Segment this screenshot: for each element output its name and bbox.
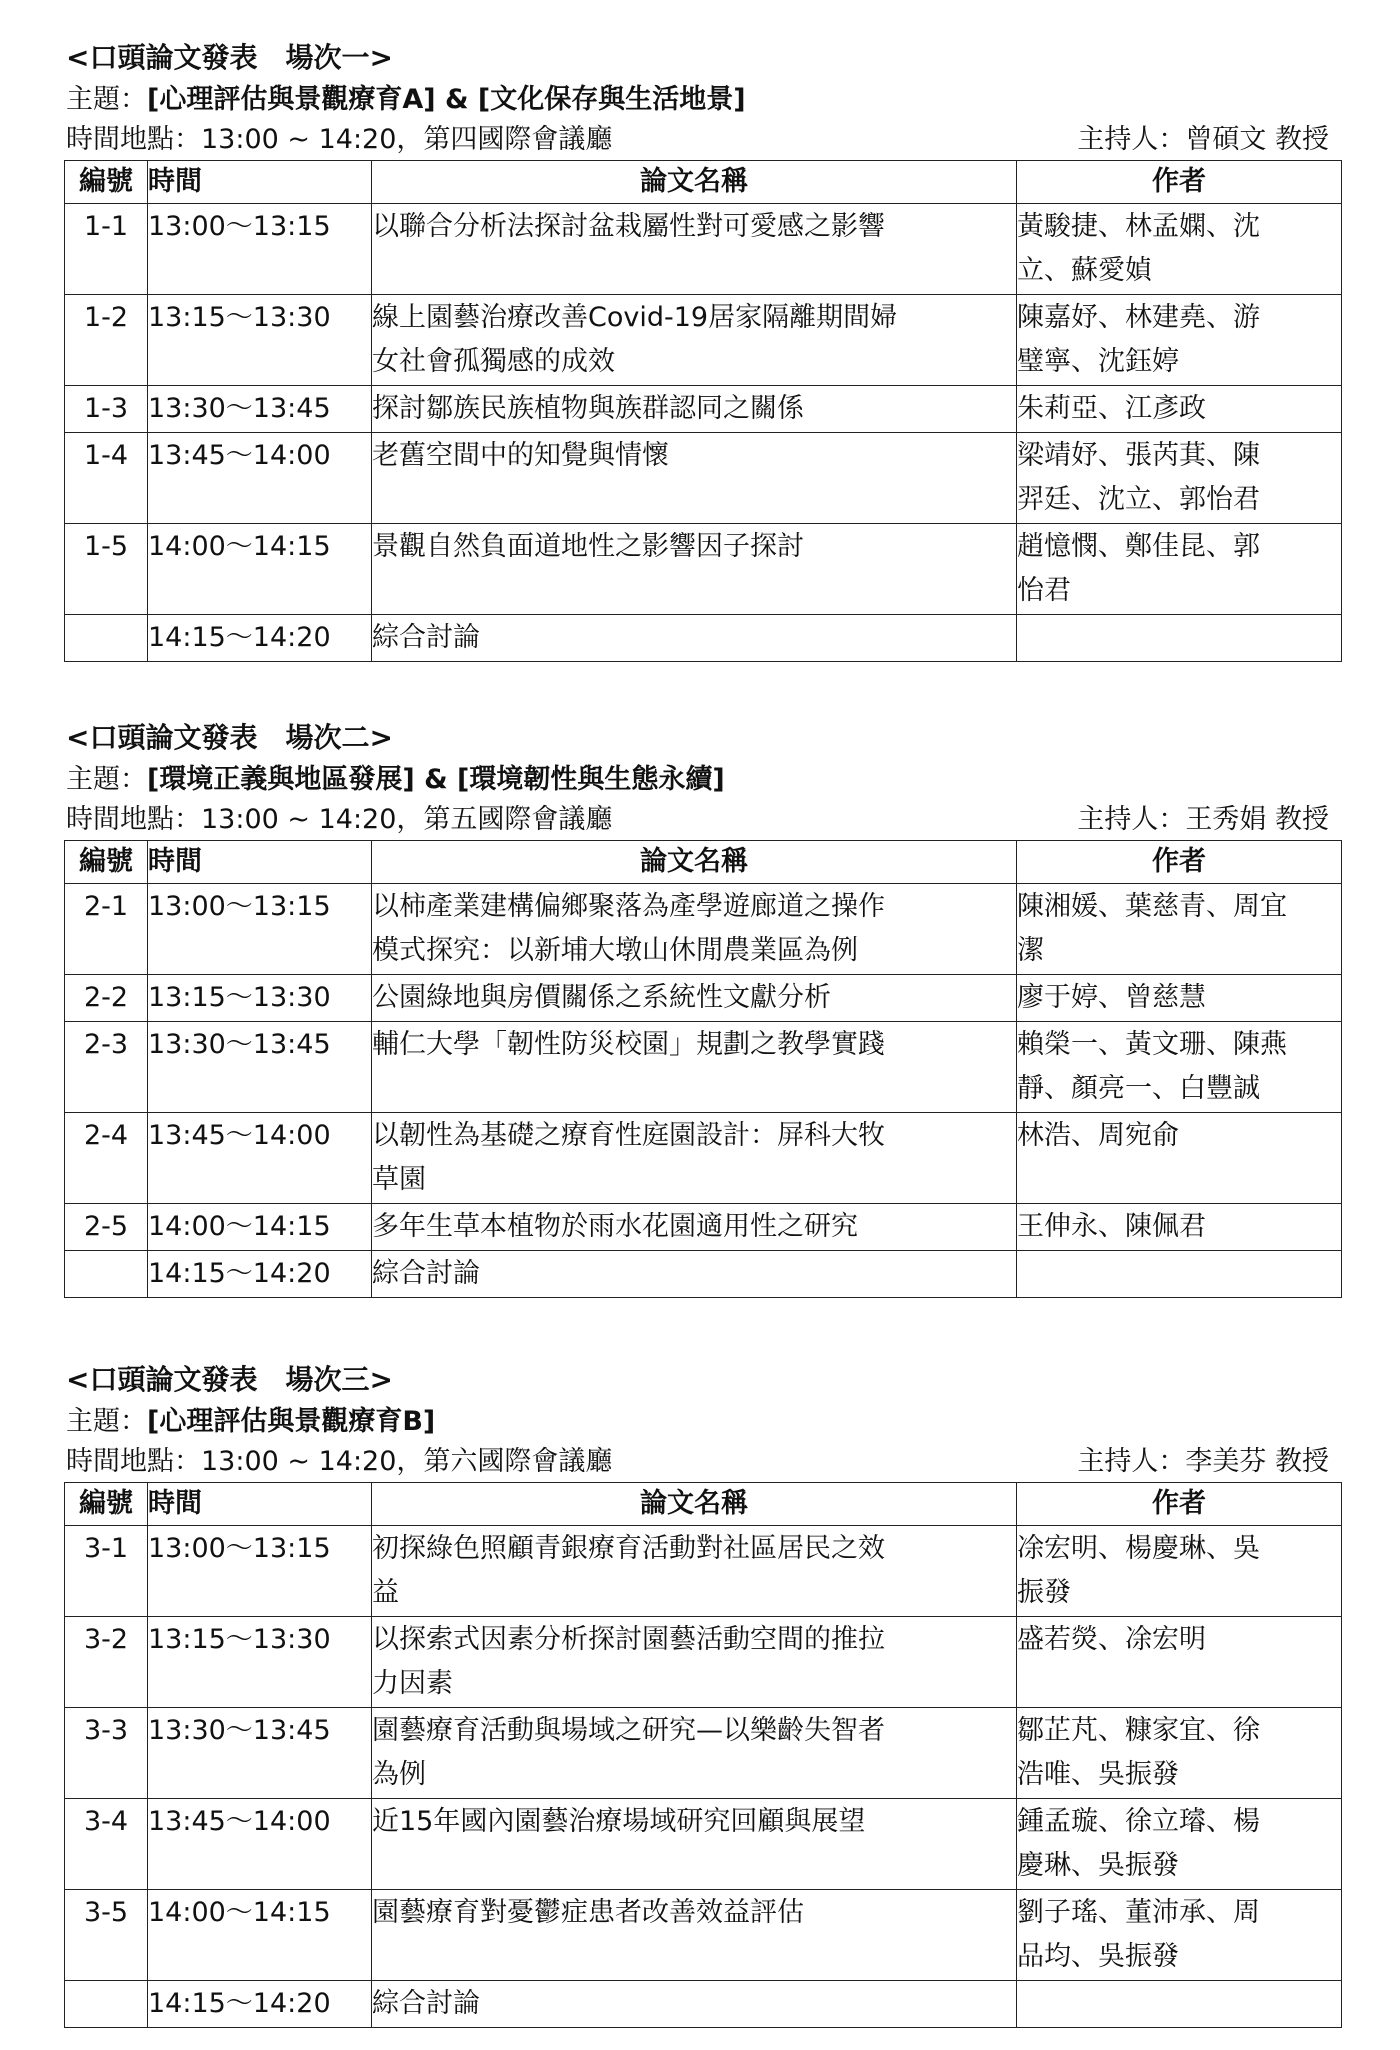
paper-id: 2-3 (65, 1022, 148, 1113)
paper-title (372, 433, 1017, 524)
paper-authors (1017, 1251, 1342, 1298)
session-host: 主持人：王秀娟 教授 (1077, 804, 1329, 835)
paper-id: 3-2 (65, 1617, 148, 1708)
paper-title (372, 1617, 1017, 1708)
paper-id: 1-2 (65, 295, 148, 386)
paper-id (65, 615, 148, 662)
table-row (65, 1617, 1342, 1708)
table-row (65, 295, 1342, 386)
paper-time: 13:45～14:00 (148, 1799, 372, 1890)
table-row (65, 204, 1342, 295)
authors-line: 趙憶憫、鄭佳昆、郭 (1017, 531, 1260, 562)
paper-time: 13:30～13:45 (148, 1022, 372, 1113)
session-host: 主持人：李美芬 教授 (1077, 1446, 1329, 1477)
header-time: 時間 (148, 841, 372, 884)
paper-id: 2-5 (65, 1204, 148, 1251)
table-row (65, 615, 1342, 662)
paper-title (372, 884, 1017, 975)
paper-time: 13:00～13:15 (148, 1526, 372, 1617)
paper-title-line: 草園 (372, 1164, 426, 1195)
paper-title (372, 1981, 1017, 2028)
table-row (65, 1981, 1342, 2028)
paper-time: 14:00～14:15 (148, 524, 372, 615)
session-meta (64, 120, 1341, 160)
paper-id: 3-4 (65, 1799, 148, 1890)
paper-authors (1017, 1708, 1342, 1799)
paper-id: 3-5 (65, 1890, 148, 1981)
header-title: 論文名稱 (372, 1483, 1017, 1526)
paper-authors (1017, 615, 1342, 662)
authors-line: 朱莉亞、江彥政 (1017, 393, 1206, 424)
authors-line: 陳嘉妤、林建堯、游 (1017, 302, 1260, 333)
header-authors: 作者 (1017, 841, 1342, 884)
theme-text: [環境正義與地區發展] & [環境韌性與生態永續] (147, 764, 725, 795)
paper-title-line: 為例 (372, 1759, 426, 1790)
session-theme (64, 1402, 1341, 1442)
session-meta (64, 1442, 1341, 1482)
paper-id: 2-2 (65, 975, 148, 1022)
authors-line: 立、蘇愛媜 (1017, 255, 1152, 286)
paper-title-line: 以聯合分析法探討盆栽屬性對可愛感之影響 (372, 211, 885, 242)
authors-line: 怡君 (1017, 575, 1071, 606)
header-id: 編號 (65, 1483, 148, 1526)
paper-title (372, 1526, 1017, 1617)
authors-line: 靜、顏亮一、白豐誠 (1017, 1073, 1260, 1104)
authors-line: 賴榮一、黃文珊、陳燕 (1017, 1029, 1287, 1060)
table-row (65, 975, 1342, 1022)
paper-authors (1017, 1890, 1342, 1981)
paper-title-line: 以探索式因素分析探討園藝活動空間的推拉 (372, 1624, 885, 1655)
paper-authors (1017, 884, 1342, 975)
header-time: 時間 (148, 161, 372, 204)
paper-title (372, 1890, 1017, 1981)
table-row (65, 433, 1342, 524)
paper-id: 3-3 (65, 1708, 148, 1799)
authors-line: 劉子瑤、董沛承、周 (1017, 1897, 1260, 1928)
header-title: 論文名稱 (372, 161, 1017, 204)
paper-id: 1-1 (65, 204, 148, 295)
paper-title-line: 綜合討論 (372, 622, 480, 653)
header-title: 論文名稱 (372, 841, 1017, 884)
authors-line: 鄒芷芃、糠家宜、徐 (1017, 1715, 1260, 1746)
paper-title-line: 線上園藝治療改善Covid-19居家隔離期間婦 (372, 302, 898, 333)
session-host: 主持人：曾碩文 教授 (1077, 124, 1329, 155)
paper-title (372, 1204, 1017, 1251)
paper-title-line: 模式探究：以新埔大墩山休閒農業區為例 (372, 935, 858, 966)
paper-authors (1017, 295, 1342, 386)
table-row (65, 1113, 1342, 1204)
theme-text: [心理評估與景觀療育A] & [文化保存與生活地景] (147, 84, 746, 115)
authors-line: 廖于婷、曾慈慧 (1017, 982, 1206, 1013)
paper-title-line: 初探綠色照顧青銀療育活動對社區居民之效 (372, 1533, 885, 1564)
session-2 (64, 716, 1341, 1298)
authors-line: 振發 (1017, 1577, 1071, 1608)
time-location: 時間地點：13:00 ~ 14:20，第五國際會議廳 (66, 804, 613, 835)
header-authors: 作者 (1017, 1483, 1342, 1526)
paper-authors (1017, 524, 1342, 615)
session-meta (64, 800, 1341, 840)
authors-line: 璧寧、沈鈺婷 (1017, 346, 1179, 377)
paper-title (372, 975, 1017, 1022)
header-id: 編號 (65, 161, 148, 204)
table-row (65, 386, 1342, 433)
authors-line: 林浩、周宛俞 (1017, 1120, 1179, 1151)
paper-time: 13:45～14:00 (148, 433, 372, 524)
table-row (65, 1799, 1342, 1890)
table-row (65, 1526, 1342, 1617)
paper-title-line: 近15年國內園藝治療場域研究回顧與展望 (372, 1806, 866, 1837)
paper-authors (1017, 975, 1342, 1022)
authors-line: 王伸永、陳佩君 (1017, 1211, 1206, 1242)
paper-title (372, 524, 1017, 615)
authors-line: 浩唯、吳振發 (1017, 1759, 1179, 1790)
paper-id (65, 1981, 148, 2028)
paper-time: 13:30～13:45 (148, 386, 372, 433)
paper-authors (1017, 1022, 1342, 1113)
header-authors: 作者 (1017, 161, 1342, 204)
paper-id (65, 1251, 148, 1298)
paper-time: 13:15～13:30 (148, 975, 372, 1022)
paper-id: 3-1 (65, 1526, 148, 1617)
schedule-table (64, 840, 1342, 1298)
session-3 (64, 1358, 1341, 2028)
schedule-table (64, 1482, 1342, 2028)
session-theme (64, 80, 1341, 120)
theme-label: 主題： (66, 84, 147, 115)
paper-title-line: 以韌性為基礎之療育性庭園設計：屏科大牧 (372, 1120, 885, 1151)
paper-title-line: 以柿產業建構偏鄉聚落為產學遊廊道之操作 (372, 891, 885, 922)
authors-line: 盛若熒、凃宏明 (1017, 1624, 1206, 1655)
paper-title-line: 園藝療育活動與場域之研究—以樂齡失智者 (372, 1715, 885, 1746)
authors-line: 黃駿捷、林孟嫻、沈 (1017, 211, 1260, 242)
paper-title-line: 綜合討論 (372, 1258, 480, 1289)
table-row (65, 1251, 1342, 1298)
paper-id: 2-1 (65, 884, 148, 975)
session-1 (64, 36, 1341, 662)
time-location: 時間地點：13:00 ~ 14:20，第四國際會議廳 (66, 124, 613, 155)
paper-authors (1017, 1981, 1342, 2028)
schedule-table (64, 160, 1342, 662)
paper-time: 13:30～13:45 (148, 1708, 372, 1799)
authors-line: 品均、吳振發 (1017, 1941, 1179, 1972)
paper-time: 14:15～14:20 (148, 615, 372, 662)
authors-line: 鍾孟璇、徐立璿、楊 (1017, 1806, 1260, 1837)
paper-title (372, 204, 1017, 295)
paper-title (372, 615, 1017, 662)
paper-title-line: 園藝療育對憂鬱症患者改善效益評估 (372, 1897, 804, 1928)
paper-authors (1017, 1204, 1342, 1251)
paper-title-line: 益 (372, 1577, 399, 1608)
paper-authors (1017, 204, 1342, 295)
table-row (65, 1890, 1342, 1981)
paper-title-line: 多年生草本植物於雨水花園適用性之研究 (372, 1211, 858, 1242)
paper-time: 14:15～14:20 (148, 1981, 372, 2028)
theme-text: [心理評估與景觀療育B] (147, 1406, 436, 1437)
header-id: 編號 (65, 841, 148, 884)
paper-title-line: 公園綠地與房價關係之系統性文獻分析 (372, 982, 831, 1013)
paper-title (372, 1708, 1017, 1799)
paper-title-line: 輔仁大學「韌性防災校園」規劃之教學實踐 (372, 1029, 885, 1060)
paper-title (372, 1022, 1017, 1113)
table-row (65, 1022, 1342, 1113)
authors-line: 梁靖妤、張芮萁、陳 (1017, 440, 1260, 471)
table-header-row (65, 1483, 1342, 1526)
authors-line: 潔 (1017, 935, 1044, 966)
paper-title (372, 1251, 1017, 1298)
header-time: 時間 (148, 1483, 372, 1526)
paper-time: 14:00～14:15 (148, 1204, 372, 1251)
table-row (65, 1708, 1342, 1799)
paper-title-line: 探討鄒族民族植物與族群認同之關係 (372, 393, 804, 424)
table-header-row (65, 161, 1342, 204)
paper-title-line: 力因素 (372, 1668, 453, 1699)
paper-authors (1017, 433, 1342, 524)
session-theme (64, 760, 1341, 800)
authors-line: 慶琳、吳振發 (1017, 1850, 1179, 1881)
session-title: <口頭論文發表 場次三> (66, 1363, 393, 1396)
paper-id: 1-4 (65, 433, 148, 524)
paper-title-line: 綜合討論 (372, 1988, 480, 2019)
table-row (65, 884, 1342, 975)
table-row (65, 524, 1342, 615)
paper-authors (1017, 1799, 1342, 1890)
paper-time: 13:00～13:15 (148, 884, 372, 975)
session-title: <口頭論文發表 場次二> (66, 721, 393, 754)
paper-time: 13:15～13:30 (148, 1617, 372, 1708)
paper-title-line: 老舊空間中的知覺與情懷 (372, 440, 669, 471)
paper-authors (1017, 386, 1342, 433)
paper-title (372, 386, 1017, 433)
paper-time: 14:00～14:15 (148, 1890, 372, 1981)
paper-time: 13:15～13:30 (148, 295, 372, 386)
authors-line: 陳湘媛、葉慈青、周宜 (1017, 891, 1287, 922)
time-location: 時間地點：13:00 ~ 14:20，第六國際會議廳 (66, 1446, 613, 1477)
table-header-row (65, 841, 1342, 884)
table-row (65, 1204, 1342, 1251)
paper-time: 14:15～14:20 (148, 1251, 372, 1298)
authors-line: 羿廷、沈立、郭怡君 (1017, 484, 1260, 515)
paper-title (372, 1799, 1017, 1890)
paper-time: 13:00～13:15 (148, 204, 372, 295)
theme-label: 主題： (66, 764, 147, 795)
paper-authors (1017, 1113, 1342, 1204)
paper-authors (1017, 1617, 1342, 1708)
authors-line: 凃宏明、楊慶琳、吳 (1017, 1533, 1260, 1564)
paper-title-line: 女社會孤獨感的成效 (372, 346, 615, 377)
paper-title (372, 1113, 1017, 1204)
paper-id: 1-3 (65, 386, 148, 433)
theme-label: 主題： (66, 1406, 147, 1437)
paper-authors (1017, 1526, 1342, 1617)
paper-id: 1-5 (65, 524, 148, 615)
paper-title (372, 295, 1017, 386)
paper-id: 2-4 (65, 1113, 148, 1204)
paper-time: 13:45～14:00 (148, 1113, 372, 1204)
paper-title-line: 景觀自然負面道地性之影響因子探討 (372, 531, 804, 562)
session-title: <口頭論文發表 場次一> (66, 41, 393, 74)
